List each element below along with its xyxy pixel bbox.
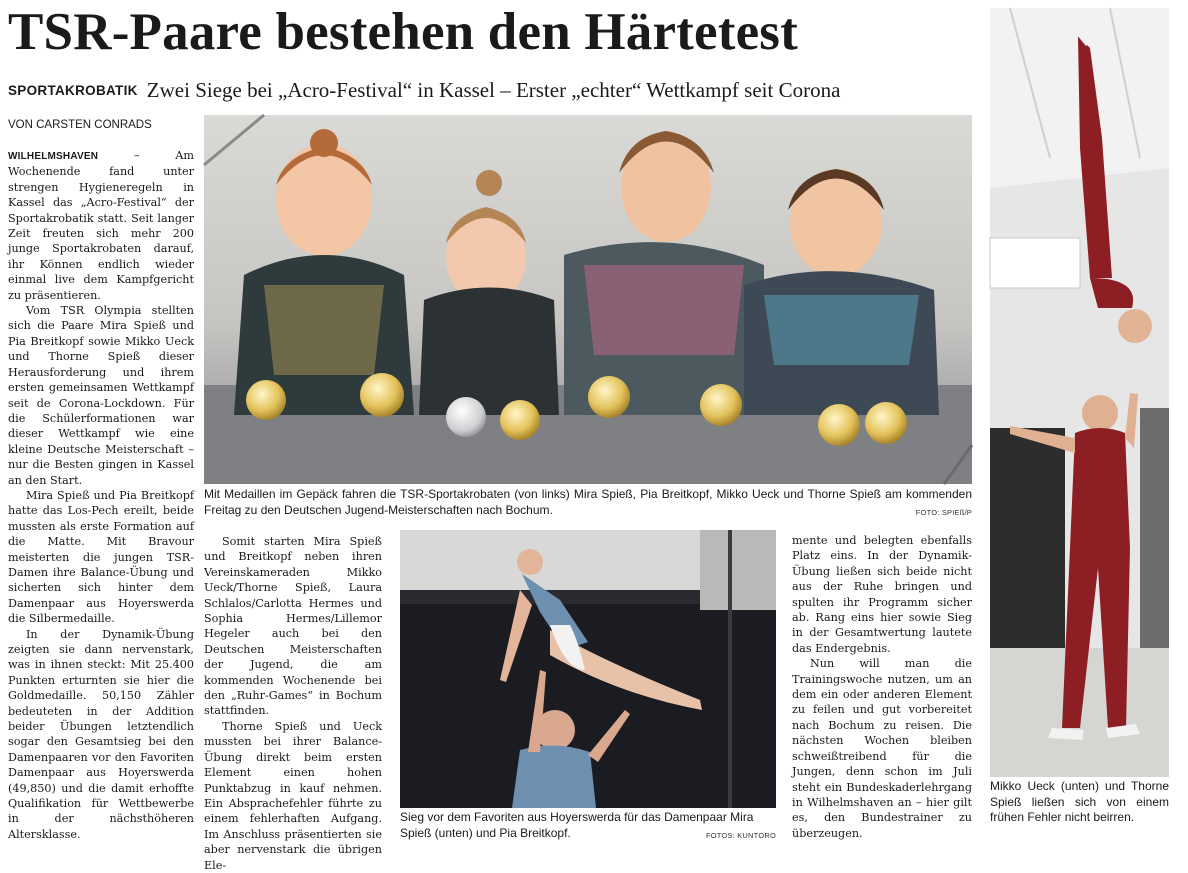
section-kicker: SPORTAKROBATIK — [8, 83, 138, 98]
handstand-photo-image — [990, 8, 1169, 777]
paragraph: In der Dynamik-Übung zeigten sie dann nervenstark, was in ihnen steckt: Mit 25.400 Punkten erturnten sie hier die Goldmedaille. 50,150 Zähler bedeuteten in der Addition beider Übungen letztendlich sogar den Gesamtsieg bei den Damenpaaren vor den Favoriten Damenpaar aus Hoyerswerda (49,850) und die damit erhoffte Qualifikation für Wettbewerbe in der nächsthöheren Altersklasse. — [8, 627, 194, 841]
paragraph-text: – Am Wochenende fand unter strengen Hygieneregeln in Kassel das „Acro-Festival“ der Sportakrobatik statt. Seit langer Zeit freuten sich mehr 200 junge Sportakrobaten darauf, ihr Können endlich wieder einmal live dem Kampfgericht zu präsentieren. — [8, 149, 194, 302]
handstand-photo — [990, 8, 1169, 777]
lift-photo-caption: Sieg vor dem Favoriten aus Hoyerswerda für das Damenpaar Mira Spieß (unten) und Pia Breitkopf. — [400, 810, 754, 840]
group-photo-caption: Mit Medaillen im Gepäck fahren die TSR-Sportakrobaten (von links) Mira Spieß, Pia Breitkopf, Mikko Ueck und Thorne Spieß am kommenden Freitag zu den Deutschen Jugend-Meisterschaften nach Bochum. — [204, 487, 972, 517]
article-column-1 — [8, 148, 194, 848]
paragraph: Nun will man die Trainingswoche nutzen, um an dem ein oder anderen Element zu feilen und gut vorbereitet nach Bochum zu reisen. Die nächsten Wochen bleiben schweißtreibend für die Jungen, denn schon im Juli steht ein Bundeskaderlehrgang in Wilhelmshaven an – hier gilt es, den Bundestrainer zu überzeugen. — [792, 657, 972, 840]
paragraph: Thorne Spieß und Ueck mussten bei ihrer Balance-Übung direkt beim ersten Element einen hohen Punktabzug in kauf nehmen. Ein Absprachefehler führte zu einem fehlerhaften Aufgang. Im Anschluss präsentierten sie aber nervenstark die übrigen Ele- — [204, 719, 382, 872]
handstand-photo-caption: Mikko Ueck (unten) und Thorne Spieß ließen sich von einem frühen Fehler nicht beirren. — [990, 779, 1169, 824]
group-photo-credit: FOTO: SPIEß/P — [915, 508, 972, 517]
article-column-3 — [792, 533, 972, 848]
paragraph: mente und belegten ebenfalls Platz eins. In der Dynamik-Übung ließen sich beide nicht aus der Ruhe bringen und spulten ihr Programm sicher ab. Rang eins hier sowie Sieg in der Gesamtwertung lautete das Endergebnis. — [792, 534, 972, 655]
subheadline — [8, 78, 983, 104]
deck: Zwei Siege bei „Acro-Festival“ in Kassel – Erster „echter“ Wettkampf seit Corona — [146, 78, 841, 102]
headline: TSR-Paare bestehen den Härtetest — [8, 3, 798, 61]
group-photo-image — [204, 115, 972, 484]
dateline: WILHELMSHAVEN — [8, 151, 99, 162]
paragraph — [8, 148, 194, 303]
group-photo — [204, 115, 972, 484]
lift-photo-image — [400, 530, 776, 808]
paragraph: Vom TSR Olympia stellten sich die Paare Mira Spieß und Pia Breitkopf sowie Mikko Ueck und Thorne Spieß dieser Herausforderung und ihrem ersten gemeinsamen Wettkampf seit de Corona-Lockdown. Für die Schülerformationen war dieser Wettkampf wie eine kleine Deutsche Meisterschaft – nur die Besten gingen in Kassel an den Start. — [8, 304, 194, 487]
paragraph: Mira Spieß und Pia Breitkopf hatte das Los-Pech ereilt, beide mussten als erste Formation auf die Matte. Mit Bravour meisterten die jungen TSR-Damen ihre Balance-Übung und sicherten sich hinter dem Damenpaar aus Hoyerswerda die Silbermedaille. — [8, 488, 194, 626]
article-column-2 — [204, 534, 382, 872]
byline: VON CARSTEN CONRADS — [8, 119, 152, 131]
paragraph: Somit starten Mira Spieß und Breitkopf neben ihren Vereinskameraden Mikko Ueck/Thorne Spieß, Laura Schlalos/Carlotta Hermes und Sophia Hermes/Lillemor Hegeler auch bei den Deutschen Meisterschaften der Jugend, die am kommenden Wochenende bei den „Ruhr-Games“ in Bochum stattfinden. — [204, 535, 382, 718]
lift-photo-credit: FOTOS: KUNTORO — [705, 831, 776, 840]
lift-photo — [400, 530, 776, 808]
